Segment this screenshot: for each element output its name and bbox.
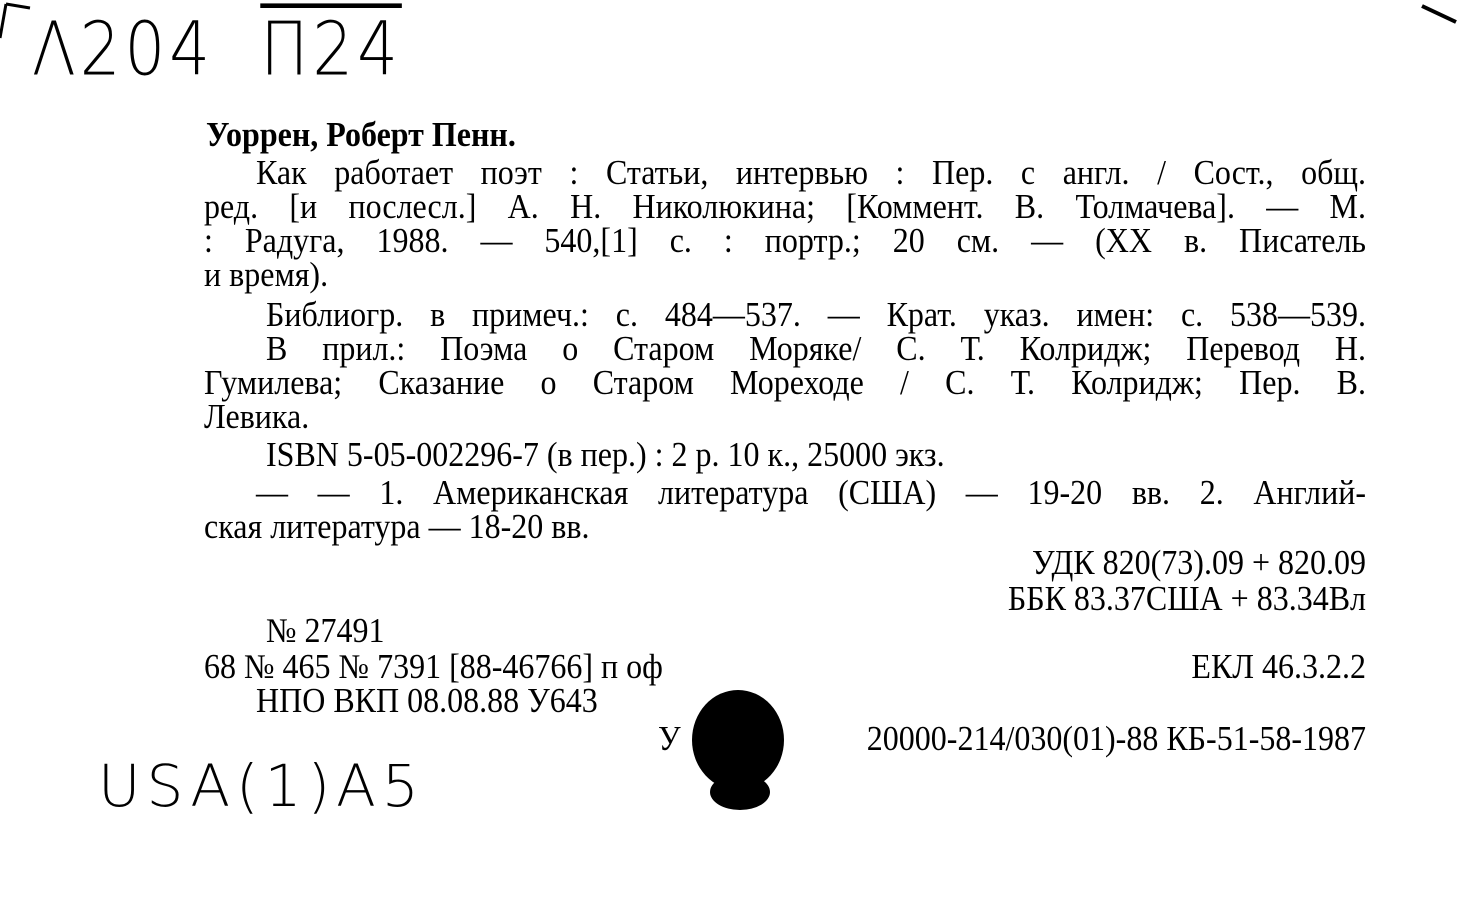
subject-line: ская литература — 18-20 вв. [204,506,590,546]
appendix-line: Левика. [204,396,310,436]
subject-line: — — 1. Американская литература (США) — 19-20 вв. 2. Англий- [256,472,1366,512]
title-line: : Радуга, 1988. — 540,[1] с. : портр.; 20 см. — (XX в. Писатель [204,220,1366,260]
handwritten-shelf-code [32,8,402,93]
card-number: № 27491 [266,610,385,650]
code-prefix: У [658,718,681,758]
handwritten-code-part2: П24 [260,8,402,94]
ink-blot [690,688,786,814]
ekl-code: ЕКЛ 46.3.2.2 [1191,646,1366,686]
npo-line: НПО ВКП 08.08.88 У643 [256,680,598,720]
isbn-line: ISBN 5-05-002296-7 (в пер.) : 2 р. 10 к., 25000 экз. [266,434,945,474]
bbk-code: ББК 83.37США + 83.34Вл [1007,578,1366,618]
title-line: и время). [204,254,329,294]
handwritten-classification: USA(1)A5 [98,752,425,820]
author-heading: Уоррен, Роберт Пенн. [206,114,516,154]
appendix-line: В прил.: Поэма о Старом Моряке/ С. Т. Колридж; Перевод Н. [266,328,1366,368]
title-line: ред. [и послесл.] А. Н. Николюкина; [Коммент. В. Толмачева]. — М. [204,186,1366,226]
bibliography-note: Библиогр. в примеч.: с. 484—537. — Крат. указ. имен: с. 538—539. [266,294,1366,334]
order-line: 68 № 465 № 7391 [88-46766] п оф [204,646,663,686]
catalog-code: 20000-214/030(01)-88 КБ-51-58-1987 [866,718,1366,758]
appendix-line: Гумилева; Сказание о Старом Мореходе / С. Т. Колридж; Пер. В. [204,362,1366,402]
udk-code: УДК 820(73).09 + 820.09 [1032,542,1366,582]
corner-mark [1418,0,1458,40]
title-line: Как работает поэт : Статьи, интервью : Пер. с англ. / Сост., общ. [256,152,1366,192]
handwritten-code-part1: Λ204 [32,8,214,94]
